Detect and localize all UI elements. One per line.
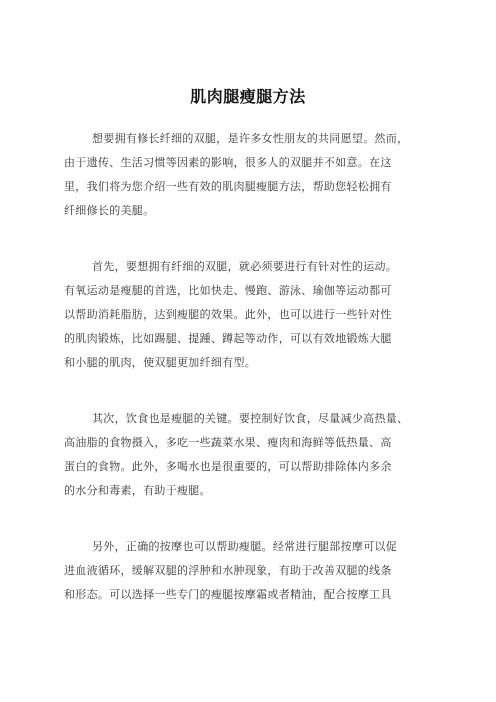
paragraph-line: 其次，饮食也是瘦腿的关键。要控制好饮食，尽量减少高热量、 — [92, 412, 409, 425]
paragraph-line: 首先，要想拥有纤细的双腿，就必须要进行有针对性的运动。 — [92, 260, 398, 273]
paragraph-line: 里，我们将为您介绍一些有效的肌肉腿瘦腿方法，帮助您轻松拥有 — [64, 180, 392, 193]
paragraph-line: 的水分和毒素，有助于瘦腿。 — [64, 484, 211, 497]
paragraph-line: 和形态。可以选择一些专门的瘦腿按摩霜或者精油，配合按摩工具 — [64, 588, 392, 601]
paragraph-line: 由于遗传、生活习惯等因素的影响，很多人的双腿并不如意。在这 — [64, 156, 392, 169]
document-title: 肌肉腿瘦腿方法 — [190, 87, 306, 106]
paragraph-line: 以帮助消耗脂肪，达到瘦腿的效果。此外，也可以进行一些针对性 — [64, 308, 392, 321]
paragraph-line: 进血液循环，缓解双腿的浮肿和水肿现象，有助于改善双腿的线条 — [64, 564, 392, 577]
paragraph-line: 高油脂的食物摄入，多吃一些蔬菜水果、瘦肉和海鲜等低热量、高 — [64, 436, 392, 449]
paragraph-line: 和小腿的肌肉，使双腿更加纤细有型。 — [64, 356, 257, 369]
paragraph-line: 的肌肉锻炼，比如踢腿、提踵、蹲起等动作，可以有效地锻炼大腿 — [64, 332, 392, 345]
paragraph-line: 纤细修长的美腿。 — [64, 204, 155, 217]
paragraph-line: 蛋白的食物。此外，多喝水也是很重要的，可以帮助排除体内多余 — [64, 460, 392, 473]
paragraph-line: 想要拥有修长纤细的双腿，是许多女性朋友的共同愿望。然而， — [92, 132, 409, 145]
paragraph-line: 另外，正确的按摩也可以帮助瘦腿。经常进行腿部按摩可以促 — [92, 540, 398, 553]
paragraph-line: 有氧运动是瘦腿的首选，比如快走、慢跑、游泳、瑜伽等运动都可 — [64, 284, 392, 297]
